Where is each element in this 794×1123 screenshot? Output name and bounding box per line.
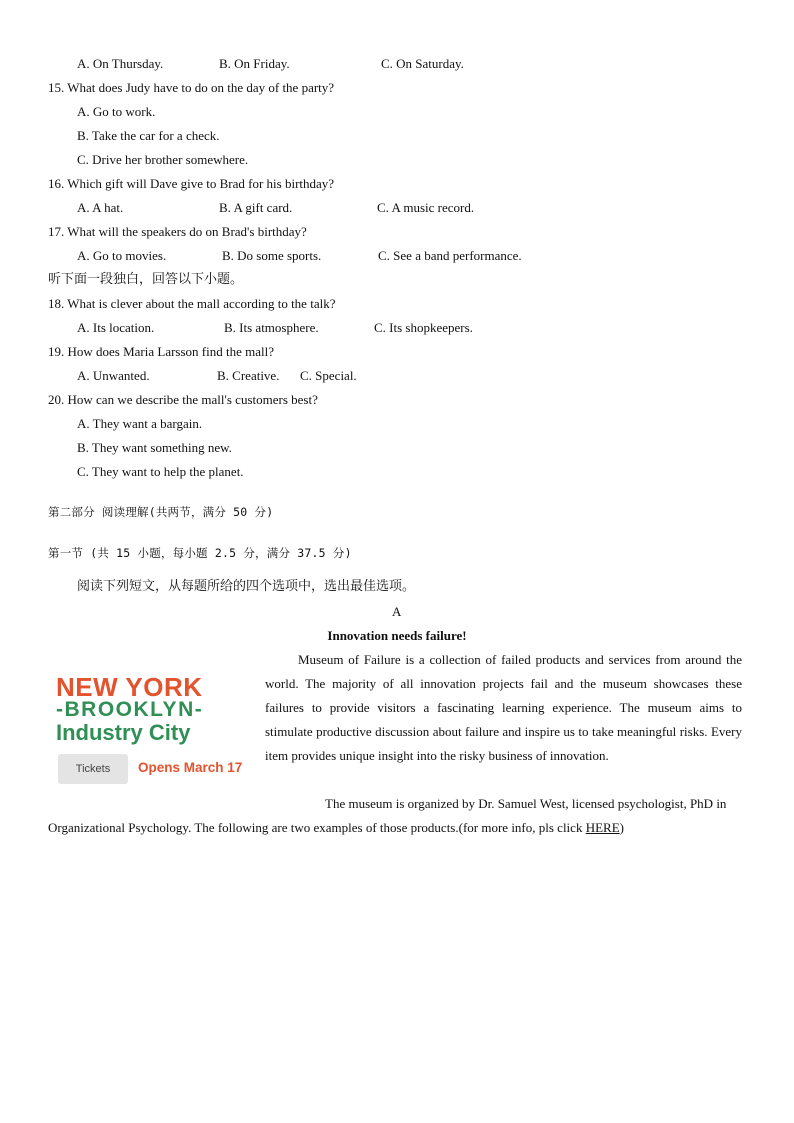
q15-stem: 15. What does Judy have to do on the day of the party? xyxy=(48,80,335,95)
q15-option-c: C. Drive her brother somewhere. xyxy=(77,152,249,167)
q16-option-c: C. A music record. xyxy=(377,200,475,215)
q17-option-a: A. Go to movies. xyxy=(77,248,167,263)
q17-option-b: B. Do some sports. xyxy=(222,248,322,263)
q20-option-b: B. They want something new. xyxy=(77,440,232,455)
q14-option-b: B. On Friday. xyxy=(219,56,290,71)
q16-option-a: A. A hat. xyxy=(77,200,124,215)
passage-paragraph-2-end: ) xyxy=(619,820,624,835)
section1-heading: 第一节 (共 15 小题，每小题 2.5 分，满分 37.5 分) xyxy=(48,546,352,560)
ad-venue-text: Industry City xyxy=(56,720,191,745)
q14-option-a: A. On Thursday. xyxy=(77,56,164,71)
q14-option-c: C. On Saturday. xyxy=(381,56,464,71)
ad-borough-text: -BROOKLYN- xyxy=(56,698,204,721)
q19-stem: 19. How does Maria Larsson find the mall? xyxy=(48,344,275,359)
q20-stem: 20. How can we describe the mall's customers best? xyxy=(48,392,318,407)
ad-city-text: NEW YORK xyxy=(56,672,203,702)
q17-option-c: C. See a band performance. xyxy=(378,248,522,263)
passage-paragraph-1: Museum of Failure is a collection of failed products and services from around the world. The majority of all innovation projects fail and the museum showcases these failures to provide visitors a fascinating learning experience. The museum aims to stimulate productive discussion about failure and inspire us to take meaningful risks. Every item provides unique insight into the risky business of innovation. xyxy=(265,652,742,763)
q16-stem: 16. Which gift will Dave give to Brad for his birthday? xyxy=(48,176,335,191)
q15-option-b: B. Take the car for a check. xyxy=(77,128,220,143)
reading-instructions: 阅读下列短文，从每题所给的四个选项中，选出最佳选项。 xyxy=(77,579,416,594)
ad-opening-date: Opens March 17 xyxy=(138,760,243,775)
q16-option-b: B. A gift card. xyxy=(219,200,293,215)
q18-stem: 18. What is clever about the mall according to the talk? xyxy=(48,296,336,311)
q20-option-a: A. They want a bargain. xyxy=(77,416,203,431)
q18-option-b: B. Its atmosphere. xyxy=(224,320,319,335)
tickets-button[interactable]: Tickets xyxy=(58,754,128,784)
q15-option-a: A. Go to work. xyxy=(77,104,156,119)
q17-stem: 17. What will the speakers do on Brad's birthday? xyxy=(48,224,307,239)
more-info-link[interactable]: HERE xyxy=(585,820,620,835)
passage-paragraph-2 xyxy=(48,792,745,840)
q19-option-b: B. Creative. xyxy=(217,368,280,383)
passage-title: Innovation needs failure! xyxy=(327,628,467,643)
museum-advertisement xyxy=(52,664,258,790)
q20-option-c: C. They want to help the planet. xyxy=(77,464,244,479)
q19-option-a: A. Unwanted. xyxy=(77,368,150,383)
monologue-instruction: 听下面一段独白，回答以下小题。 xyxy=(48,272,244,287)
part2-heading: 第二部分 阅读理解(共两节，满分 50 分) xyxy=(48,505,274,519)
passage-paragraph-2-text: The museum is organized by Dr. Samuel West, licensed psychologist, PhD in Organizational Psychology. The following are two examples of those products.(for more info, pls click xyxy=(48,796,727,835)
q18-option-c: C. Its shopkeepers. xyxy=(374,320,473,335)
q19-option-c: C. Special. xyxy=(300,368,357,383)
q18-option-a: A. Its location. xyxy=(77,320,155,335)
passage-letter: A xyxy=(392,604,402,619)
